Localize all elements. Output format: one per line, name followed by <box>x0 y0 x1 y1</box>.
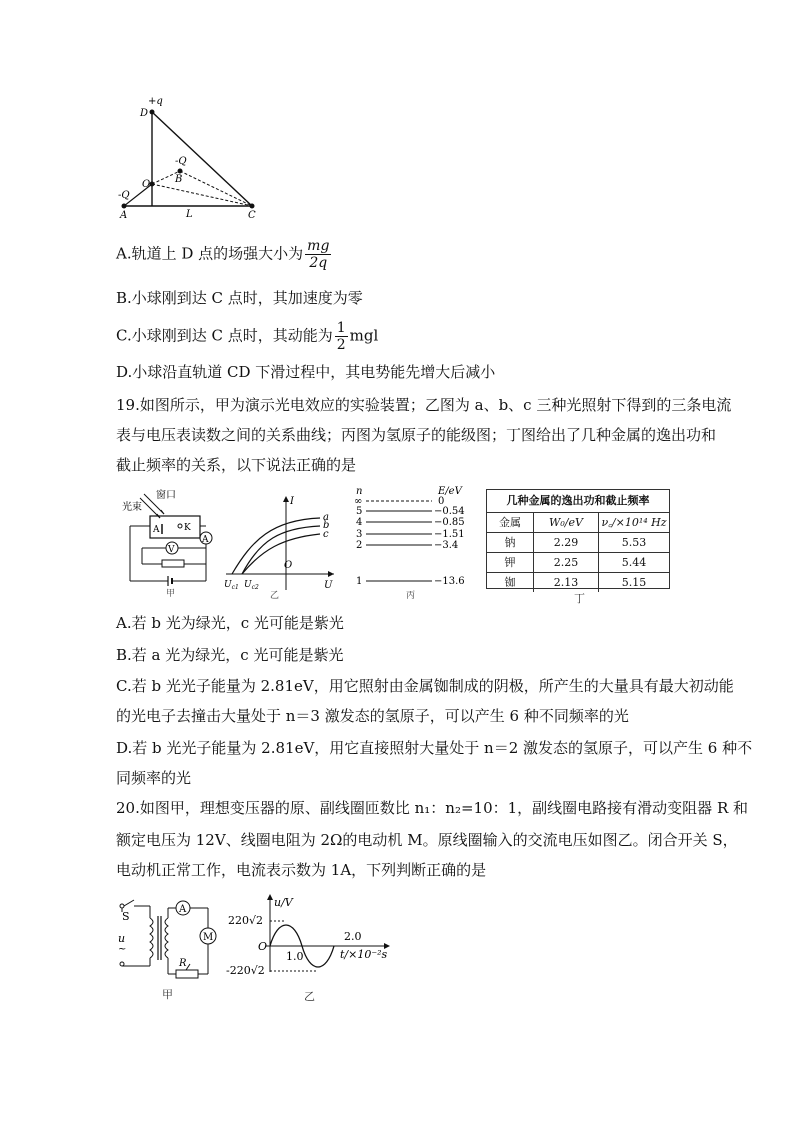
svg-text:5: 5 <box>356 506 363 517</box>
fig20-yi-caption: 乙 <box>304 990 315 1003</box>
svg-text:1: 1 <box>356 576 363 587</box>
q18-option-c: C.小球刚到达 C 点时，其动能为 $\frac{1}{2}$ mgl <box>116 320 379 353</box>
q19-option-c-line1: C.若 b 光光子能量为 2.81eV，用它照射由金属铷制成的阴极，所产生的大量具有最大初动能 <box>116 677 734 695</box>
energy-level-inf <box>354 496 444 507</box>
q19-stem-2: 表与电压表读数之间的关系曲线；丙图为氢原子的能级图；丁图给出了几种金属的逸出功和 <box>116 426 717 444</box>
q20-stem-3: 电动机正常工作，电流表示数为 1A，下列判断正确的是 <box>116 861 487 879</box>
q18-option-a: A.轨道上 D 点的场强大小为 $\frac{mg}{2q}$ <box>116 238 330 271</box>
fig20-motor-label: M <box>203 932 214 943</box>
q18-c-fraction: $\frac{1}{2}$ <box>336 320 346 353</box>
fig19-jia-circuit <box>122 486 214 598</box>
q18-a-fraction: $\frac{mg}{2q}$ <box>307 238 330 271</box>
fig20-ammeter-label: A <box>179 904 187 915</box>
energy-level-4 <box>356 517 465 528</box>
fig20-jia-circuit <box>112 898 224 1008</box>
energy-level-3 <box>356 529 465 540</box>
fig18-label-q: +q <box>148 96 163 107</box>
fig19-E-label: E/eV <box>438 486 462 497</box>
q20-stem-2: 额定电压为 12V、线圈电阻为 2Ω的电动机 M。原线圈输入的交流电压如图乙。闭合开关 S， <box>116 831 738 849</box>
fig19-ammeter-label: A <box>202 535 209 545</box>
table-row: 铷 2.13 5.15 <box>487 573 669 592</box>
fig19-bing-energy-levels <box>352 484 476 600</box>
fig20-yi-graph <box>226 892 396 1008</box>
fig18-label-L: L <box>186 209 193 220</box>
fig18-label-O: O <box>142 179 151 190</box>
fig19-n-label: n <box>356 486 363 497</box>
fig19-yi-caption: 乙 <box>270 591 280 600</box>
svg-text:0: 0 <box>438 496 445 507</box>
q20-stem-1: 20.如图甲，理想变压器的原、副线圈匝数比 n₁：n₂=10：1，副线圈电路接有滑动变阻器 R 和 <box>116 799 749 817</box>
svg-text:2: 2 <box>356 540 363 551</box>
fig20-u-label: u <box>118 932 126 945</box>
svg-text:−0.85: −0.85 <box>434 517 465 528</box>
fig19-U-label: U <box>324 580 333 591</box>
svg-text:−1.51: −1.51 <box>434 529 465 540</box>
svg-text:4: 4 <box>356 517 363 528</box>
table-row: 钠 2.29 5.53 <box>487 533 669 553</box>
fig19-voltmeter-label: V <box>168 545 175 555</box>
fig19-a-label: a <box>323 512 329 523</box>
q18-figure <box>112 94 272 222</box>
fig20-yaxis-label: u/V <box>274 896 293 909</box>
fig20-R-label: R <box>179 958 187 969</box>
table-title: 几种金属的逸出功和截止频率 <box>487 490 669 513</box>
q18-option-d: D.小球沿直轨道 CD 下滑过程中，其电势能先增大后减小 <box>116 363 496 381</box>
fig18-label-negQ-left: -Q <box>118 190 130 201</box>
q19-stem-3: 截止频率的关系，以下说法正确的是 <box>116 456 357 474</box>
fig19-c-label: c <box>323 529 329 540</box>
svg-text:−13.6: −13.6 <box>434 576 465 587</box>
q19-option-d-line2: 同频率的光 <box>116 769 192 787</box>
fig20-t1-label: 1.0 <box>286 950 304 963</box>
fig20-S-label: S <box>122 910 130 923</box>
fig20-ymin-label: -220√2 <box>226 964 265 977</box>
q19-option-a: A.若 b 光为绿光，c 光可能是紫光 <box>116 614 344 632</box>
q19-option-d-line1: D.若 b 光光子能量为 2.81eV，用它直接照射大量处于 n＝2 激发态的氢原子，可以产生 6 种不 <box>116 739 753 757</box>
fig19-Uc1-label: $U_{c1}$ <box>224 580 239 591</box>
q19-stem-1: 19.如图所示，甲为演示光电效应的实验装置；乙图为 a、b、c 三种光照射下得到的三条电流 <box>116 396 732 414</box>
fig20-O-label: O <box>258 940 268 953</box>
svg-text:−0.54: −0.54 <box>434 506 465 517</box>
q19-option-c-line2: 的光电子去撞击大量处于 n＝3 激发态的氢原子，可以产生 6 种不同频率的光 <box>116 707 629 725</box>
fig19-O-label: O <box>284 560 293 571</box>
fig20-taxis-label: t/×10⁻²s <box>340 948 388 961</box>
fig19-Uc2-label: $U_{c2}$ <box>244 580 259 591</box>
svg-text:−3.4: −3.4 <box>434 540 459 551</box>
svg-text:3: 3 <box>356 529 363 540</box>
fig18-label-D: D <box>140 108 149 119</box>
fig19-beam-label: 光束 <box>122 502 142 513</box>
fig19-bing-caption: 丙 <box>406 591 416 600</box>
fig20-ymax-label: 220√2 <box>228 914 264 927</box>
fig19-K-label: K <box>184 523 191 533</box>
energy-level-2 <box>356 540 458 551</box>
fig18-label-negQ: -Q <box>175 156 187 167</box>
energy-level-5 <box>356 506 465 517</box>
svg-text:∞: ∞ <box>354 496 363 507</box>
fig18-label-B: B <box>175 174 183 185</box>
q19-option-b: B.若 a 光为绿光，c 光可能是紫光 <box>116 646 344 664</box>
fig19-b-label: b <box>323 520 330 531</box>
svg-text:~: ~ <box>118 944 127 955</box>
fig19-yi-graph <box>222 490 340 600</box>
fig20-t2-label: 2.0 <box>344 930 362 943</box>
fig18-label-A: A <box>120 210 128 221</box>
fig19-A-label: A <box>153 525 160 535</box>
fig19-window-label: 窗口 <box>156 490 176 501</box>
fig19-ding-table <box>486 489 670 589</box>
fig19-jia-caption: 甲 <box>166 589 176 598</box>
fig18-label-C: C <box>248 210 256 221</box>
fig19-I-label: I <box>290 496 294 507</box>
table-row: 钾 2.25 5.44 <box>487 553 669 573</box>
energy-level-1 <box>356 576 465 587</box>
q18-option-b: B.小球刚到达 C 点时，其加速度为零 <box>116 289 363 307</box>
table-header-row: 金属 W₀/eV ν꜀/×10¹⁴ Hz <box>487 513 669 533</box>
fig20-jia-caption: 甲 <box>162 988 173 1001</box>
fig19-ding-caption: 丁 <box>574 592 585 605</box>
